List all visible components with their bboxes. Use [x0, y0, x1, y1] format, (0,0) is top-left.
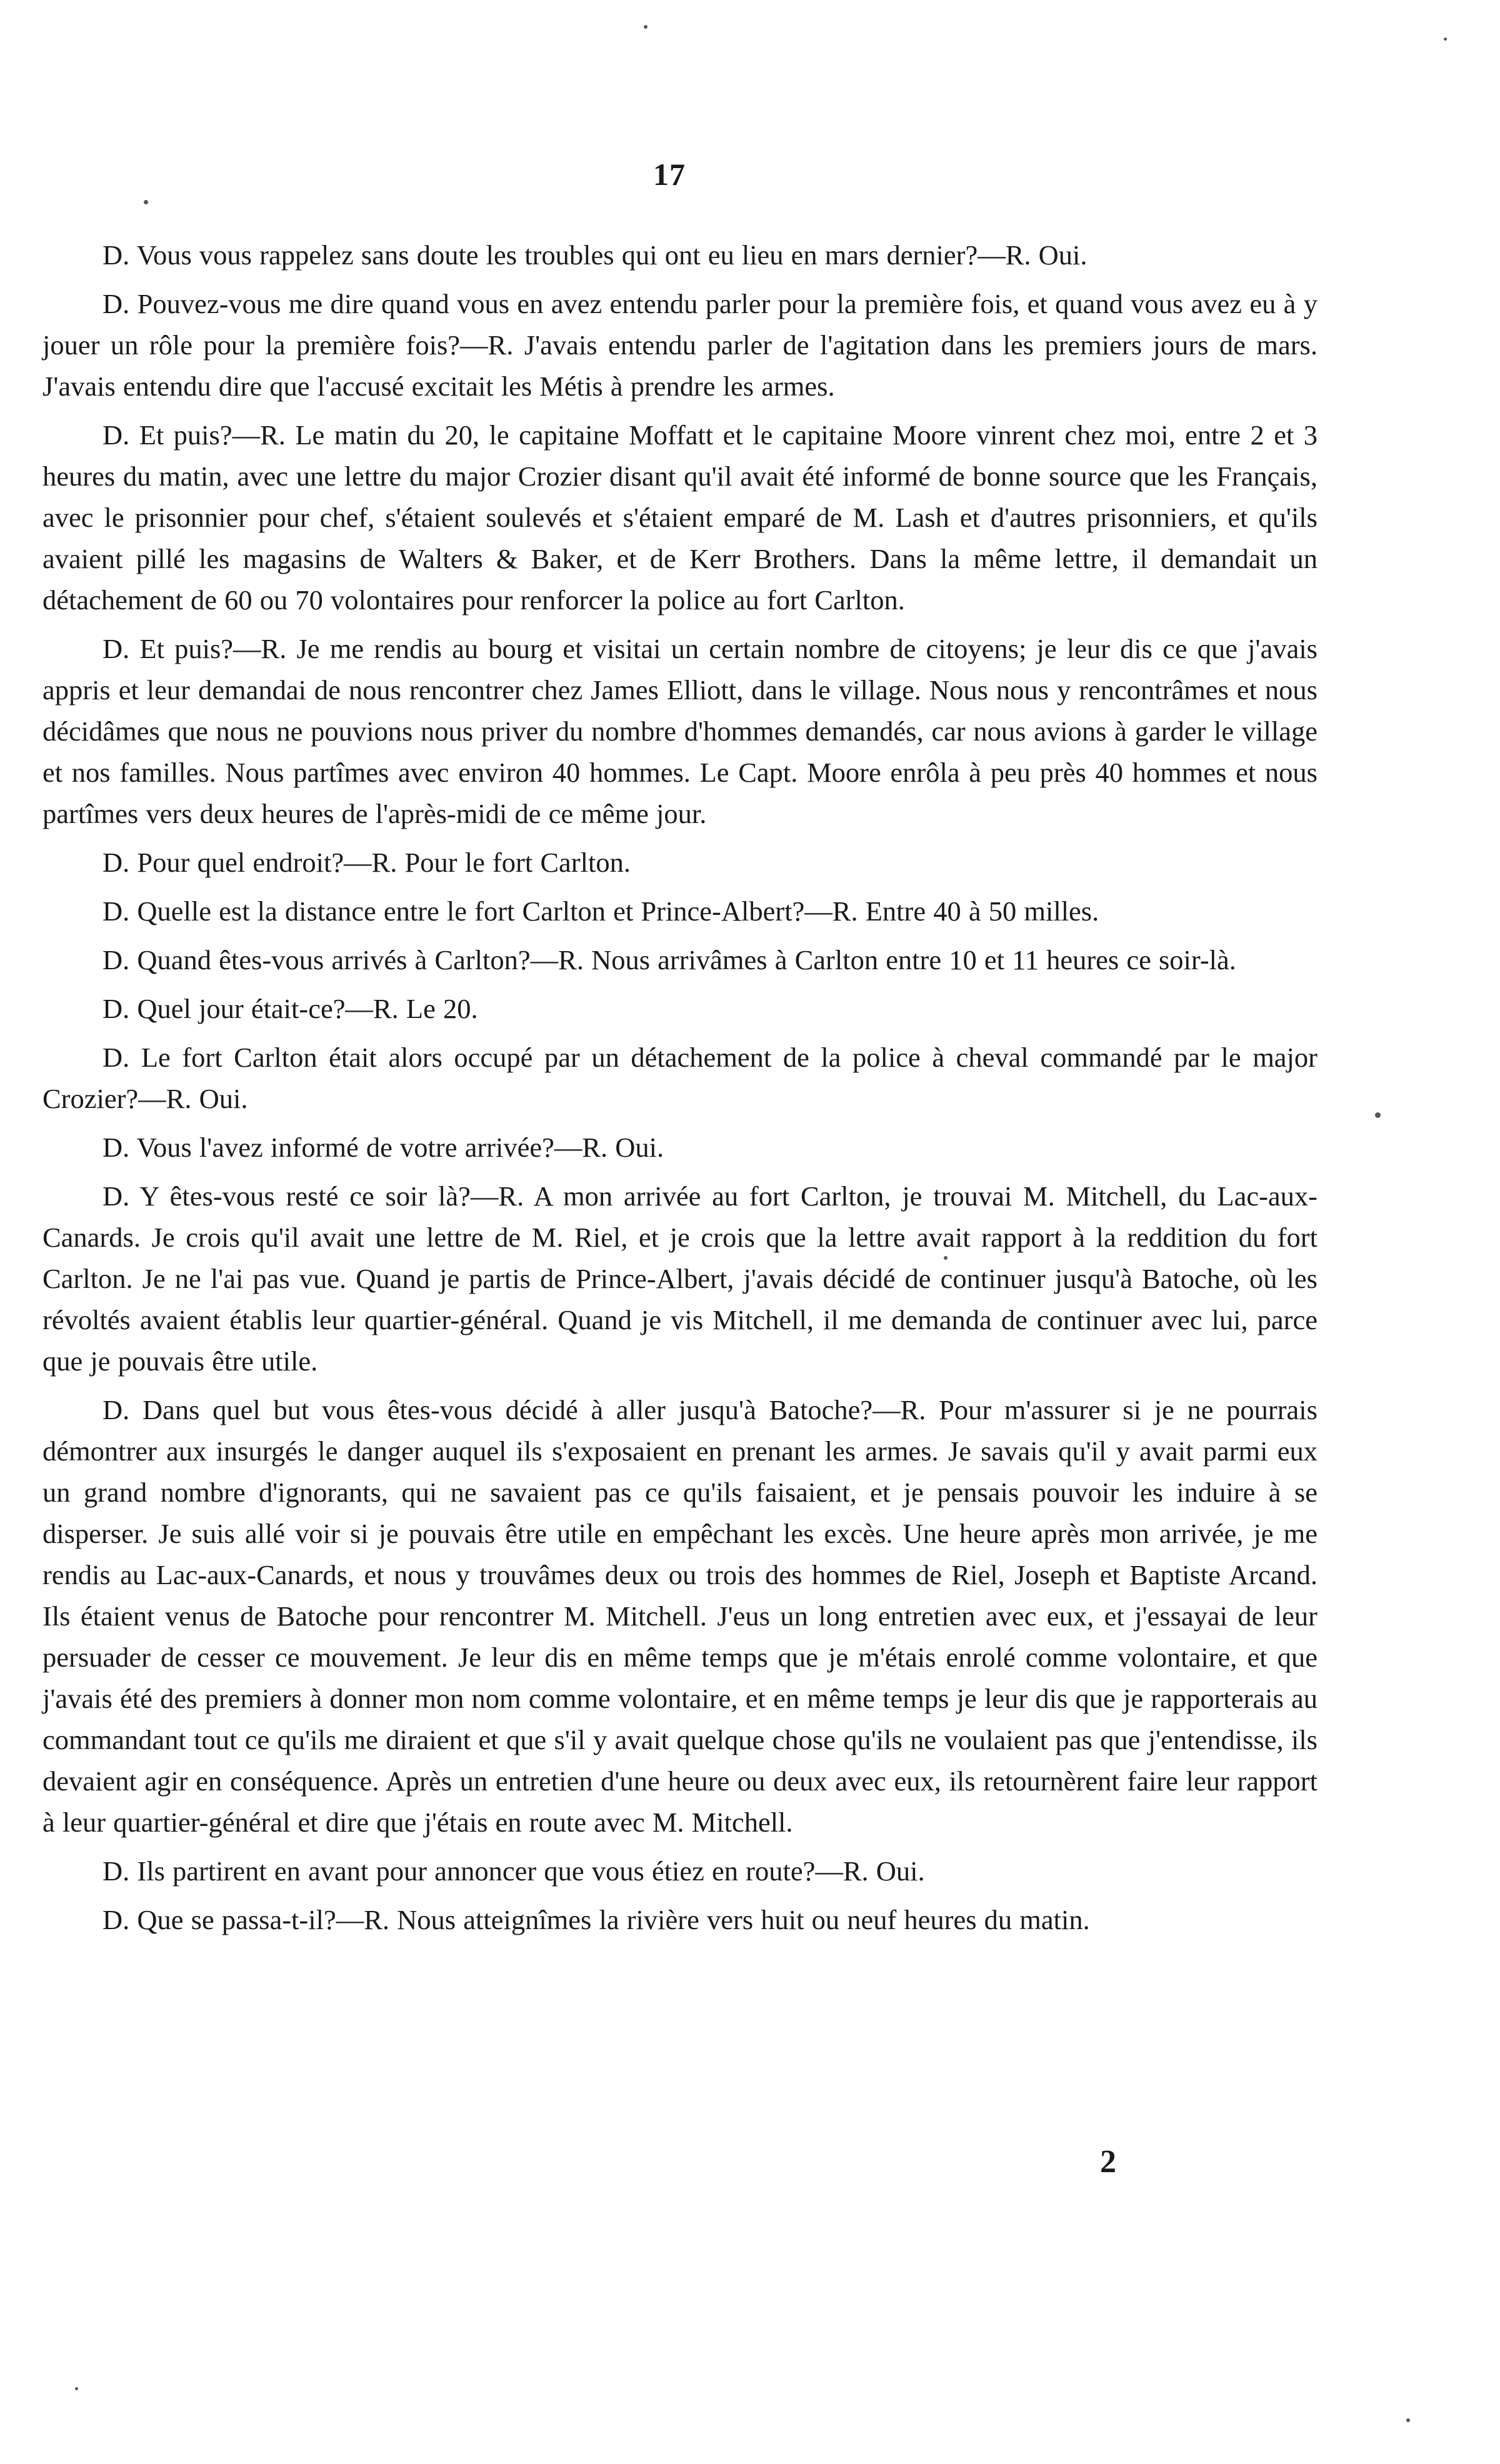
scan-speck [1406, 2418, 1410, 2422]
scan-speck [1444, 37, 1447, 41]
paragraph: D. Le fort Carlton était alors occupé par un détachement de la police à cheval commandé par le major Crozier?—R. Oui. [42, 1042, 1318, 1114]
page-number: 17 [653, 157, 686, 192]
scan-speck [75, 2387, 78, 2390]
paragraph: D. Pour quel endroit?—R. Pour le fort Carlton. [102, 847, 631, 878]
paragraph: D. Vous l'avez informé de votre arrivée?—R. Oui. [102, 1132, 664, 1163]
scan-speck [644, 25, 648, 29]
signature-mark: 2 [1100, 2144, 1116, 2180]
paragraph: D. Quelle est la distance entre le fort Carlton et Prince-Albert?—R. Entre 40 à 50 milles. [102, 895, 1099, 927]
paragraph: D. Que se passa-t-il?—R. Nous atteignîmes la rivière vers huit ou neuf heures du matin. [102, 1904, 1090, 1935]
paragraph: D. Ils partirent en avant pour annoncer que vous étiez en route?—R. Oui. [102, 1855, 925, 1887]
scan-speck [144, 200, 148, 204]
paragraph: D. Et puis?—R. Je me rendis au bourg et visitai un certain nombre de citoyens; je leur dis ce que j'avais appris et leur demandai de nous rencontrer chez James Elliott, dans le village. Nous nous y rencontrâmes et nous décidâmes que nous ne pouvions nous priver du nombre d'hommes demandés, car nous avions à garder le village et nos familles. Nous partîmes avec environ 40 hommes. Le Capt. Moore enrôla à peu près 40 hommes et nous partîmes vers deux heures de l'après-midi de ce même jour. [42, 633, 1318, 829]
paragraph: D. Vous vous rappelez sans doute les troubles qui ont eu lieu en mars dernier?—R. Oui. [102, 239, 1088, 271]
paragraph: D. Dans quel but vous êtes-vous décidé à aller jusqu'à Batoche?—R. Pour m'assurer si je ne pourrais démontrer aux insurgés le danger auquel ils s'exposaient en prenant les armes. Je savais qu'il y avait parmi eux un grand nombre d'ignorants, qui ne savaient pas ce qu'ils faisaient, et je pensais pouvoir les induire à se disperser. Je suis allé voir si je pouvais être utile en empêchant les excès. Une heure après mon arrivée, je me rendis au Lac-aux-Canards, et nous y trouvâmes deux ou trois des hommes de Riel, Joseph et Baptiste Arcand. Ils étaient venus de Batoche pour rencontrer M. Mitchell. J'eus un long entretien avec eux, et j'essayai de leur persuader de cesser ce mouvement. Je leur dis en même temps que je m'étais enrolé comme volontaire, et que j'avais été des premiers à donner mon nom comme volontaire, et en même temps je leur dis que je rapporterais au commandant tout ce qu'ils me diraient et que s'il y avait quelque chose qu'ils ne voulaient pas que j'entendisse, ils devaient agir en conséquence. Après un entretien d'une heure ou deux avec eux, ils retournèrent faire leur rapport à leur quartier-général et dire que j'étais en route avec M. Mitchell. [42, 1394, 1318, 1838]
paragraph: D. Y êtes-vous resté ce soir là?—R. A mon arrivée au fort Carlton, je trouvai M. Mitchell, du Lac-aux-Canards. Je crois qu'il avait une lettre de M. Riel, et je crois que la lettre avait rapport à la reddition du fort Carlton. Je ne l'ai pas vue. Quand je partis de Prince-Albert, j'avais décidé de continuer jusqu'à Batoche, où les révoltés avaient établis leur quartier-général. Quand je vis Mitchell, il me demanda de continuer avec lui, parce que je pouvais être utile. [42, 1180, 1318, 1377]
scan-speck [1375, 1112, 1381, 1118]
paragraph: D. Et puis?—R. Le matin du 20, le capitaine Moffatt et le capitaine Moore vinrent chez moi, entre 2 et 3 heures du matin, avec une lettre du major Crozier disant qu'il avait été informé de bonne source que les Français, avec le prisonnier pour chef, s'étaient soulevés et s'étaient emparé de M. Lash et d'autres prisonniers, et qu'ils avaient pillé les magasins de Walters & Baker, et de Kerr Brothers. Dans la même lettre, il demandait un détachement de 60 ou 70 volontaires pour renforcer la police au fort Carlton. [42, 419, 1318, 616]
body-text [42, 234, 1318, 1948]
scan-speck [944, 1256, 948, 1260]
paragraph: D. Quand êtes-vous arrivés à Carlton?—R. Nous arrivâmes à Carlton entre 10 et 11 heures ce soir-là. [102, 944, 1236, 975]
paragraph: D. Pouvez-vous me dire quand vous en avez entendu parler pour la première fois, et quand vous avez eu à y jouer un rôle pour la première fois?—R. J'avais entendu parler de l'agitation dans les premiers jours de mars. J'avais entendu dire que l'accusé excitait les Métis à prendre les armes. [42, 288, 1318, 402]
paragraph: D. Quel jour était-ce?—R. Le 20. [102, 993, 478, 1024]
